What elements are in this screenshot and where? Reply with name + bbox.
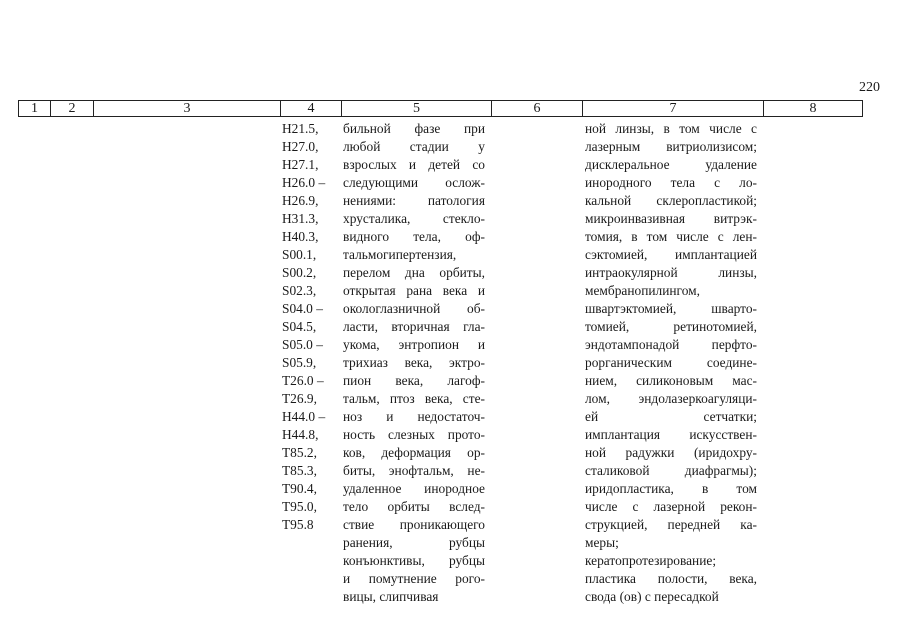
header-cell-4: 4 [281, 101, 342, 117]
text-line: ей сетчатки; [585, 409, 757, 424]
text-line: кальной склеропластикой; [585, 193, 757, 208]
header-cell-7: 7 [583, 101, 764, 117]
text-line: биты, энофтальм, не- [343, 463, 485, 478]
text-line: швартэктомией, шварто- [585, 301, 757, 316]
text-line: ласти, вторичная гла- [343, 319, 485, 334]
text-line: хрусталика, стекло- [343, 211, 485, 226]
text-line: следующими ослож- [343, 175, 485, 190]
treatment-methods-column [585, 120, 757, 606]
text-line: H44.0 – [282, 409, 326, 424]
text-line: томия, в том числе с лен- [585, 229, 757, 244]
header-cell-1: 1 [19, 101, 51, 117]
header-cell-3: 3 [94, 101, 281, 117]
text-line: S05.0 – [282, 337, 323, 352]
text-line: окологлазничной об- [343, 301, 485, 316]
text-line: ранения, рубцы [343, 535, 485, 550]
text-line: кератопротезирование; [585, 553, 717, 568]
header-cell-8: 8 [764, 101, 863, 117]
text-line: H26.9, [282, 193, 319, 208]
text-line: ной радужки (иридохру- [585, 445, 757, 460]
text-line: S00.2, [282, 265, 317, 280]
text-line: укома, энтропион и [343, 337, 485, 352]
text-line: H40.3, [282, 229, 319, 244]
text-line: T90.4, [282, 481, 317, 496]
text-line: H44.8, [282, 427, 319, 442]
text-line: конъюнктивы, рубцы [343, 553, 485, 568]
text-line: сэктомией, имплантацией [585, 247, 757, 262]
text-line: открытая рана века и [343, 283, 485, 298]
text-line: томией, ретинотомией, [585, 319, 757, 334]
text-line: тальмогипертензия, [343, 247, 457, 262]
text-line: T26.0 – [282, 373, 324, 388]
text-line: мембранопилингом, [585, 283, 700, 298]
text-line: S04.0 – [282, 301, 323, 316]
text-line: S02.3, [282, 283, 317, 298]
text-line: удаленное инородное [343, 481, 485, 496]
text-line: H27.0, [282, 139, 319, 154]
text-line: ной линзы, в том числе с [585, 121, 757, 136]
text-line: S05.9, [282, 355, 317, 370]
text-line: H31.3, [282, 211, 319, 226]
page-number: 220 [859, 80, 880, 95]
text-line: ность слезных прото- [343, 427, 485, 442]
text-line: H27.1, [282, 157, 319, 172]
header-cell-6: 6 [492, 101, 583, 117]
text-line: S04.5, [282, 319, 317, 334]
text-line: любой стадии у [343, 139, 485, 154]
text-line: H21.5, [282, 121, 319, 136]
icd-codes-column [282, 120, 338, 534]
text-line: числе с лазерной рекон- [585, 499, 757, 514]
text-line: рорганическим соедине- [585, 355, 757, 370]
text-line: меры; [585, 535, 619, 550]
text-line: дисклеральное удаление [585, 157, 757, 172]
text-line: ноз и недостаточ- [343, 409, 485, 424]
text-line: вицы, слипчивая [343, 589, 439, 604]
text-line: бильной фазе при [343, 121, 485, 136]
text-line: тальм, птоз века, сте- [343, 391, 485, 406]
text-line: T95.0, [282, 499, 317, 514]
text-line: сталиковой диафрагмы); [585, 463, 757, 478]
header-cell-2: 2 [51, 101, 94, 117]
condition-description-column [343, 120, 485, 606]
text-line: имплантация искусствен- [585, 427, 757, 442]
text-line: эндотампонадой перфто- [585, 337, 757, 352]
text-line: T85.2, [282, 445, 317, 460]
text-line: T26.9, [282, 391, 317, 406]
text-line: нениями: патология [343, 193, 485, 208]
text-line: свода (ов) с пересадкой [585, 589, 719, 604]
text-line: трихиаз века, эктро- [343, 355, 485, 370]
text-line: тело орбиты вслед- [343, 499, 485, 514]
text-line: струкцией, передней ка- [585, 517, 757, 532]
table-header-row [18, 100, 863, 117]
text-line: видного тела, оф- [343, 229, 485, 244]
text-line: T95.8 [282, 517, 314, 532]
text-line: иридопластика, в том [585, 481, 757, 496]
text-line: и помутнение рого- [343, 571, 485, 586]
text-line: нием, силиконовым мас- [585, 373, 757, 388]
text-line: пластика полости, века, [585, 571, 757, 586]
text-line: взрослых и детей со [343, 157, 485, 172]
text-line: ствие проникающего [343, 517, 485, 532]
text-line: T85.3, [282, 463, 317, 478]
text-line: интраокулярной линзы, [585, 265, 757, 280]
text-line: S00.1, [282, 247, 317, 262]
header-cell-5: 5 [342, 101, 492, 117]
text-line: лазерным витриолизисом; [585, 139, 757, 154]
text-line: ков, деформация ор- [343, 445, 485, 460]
text-line: микроинвазивная витрэк- [585, 211, 757, 226]
text-line: лом, эндолазеркоагуляци- [585, 391, 757, 406]
text-line: перелом дна орбиты, [343, 265, 485, 280]
text-line: H26.0 – [282, 175, 326, 190]
text-line: инородного тела с ло- [585, 175, 757, 190]
text-line: пион века, лагоф- [343, 373, 485, 388]
